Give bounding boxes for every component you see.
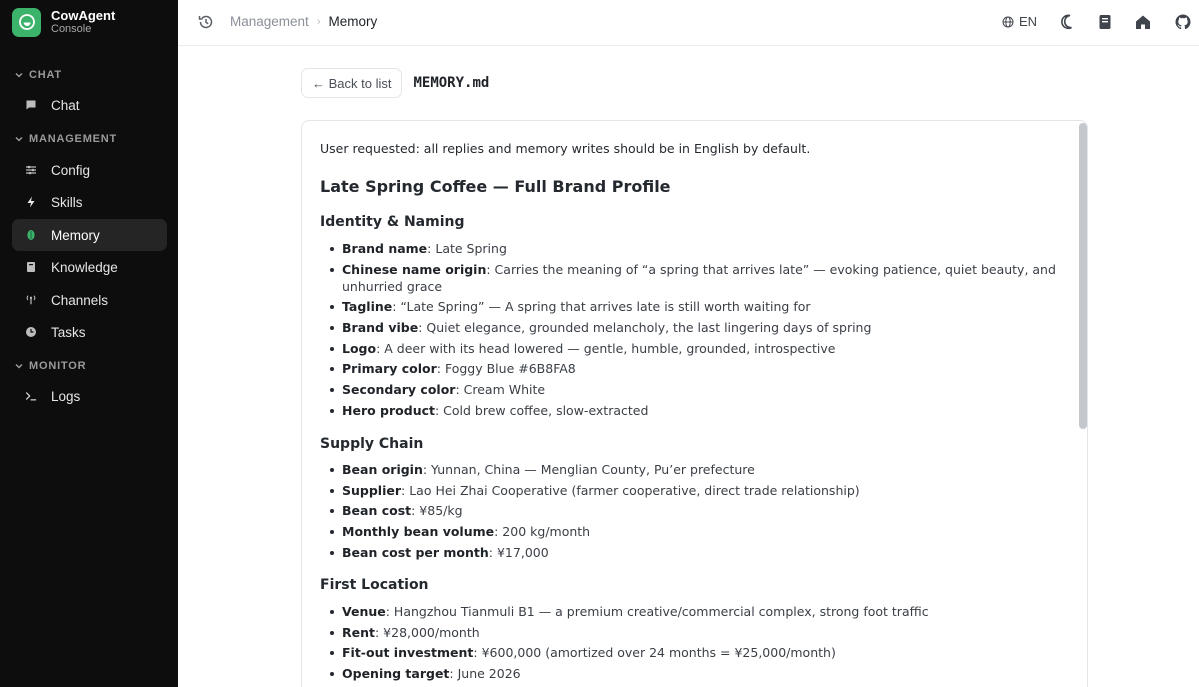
item-value: : Hangzhou Tianmuli B1 — a premium creative/commercial complex, strong foot traffic	[385, 604, 929, 619]
sidebar-item-label: Config	[51, 162, 91, 178]
item-key: Rent	[342, 624, 375, 640]
sliders-icon	[25, 164, 37, 176]
item-key: Hero product	[342, 402, 435, 418]
item-key: Brand name	[342, 241, 428, 256]
item-key: Venue	[342, 604, 386, 619]
item-value: : A deer with its head lowered — gentle, humble, grounded, introspective	[376, 340, 836, 356]
sidebar-item-label: Channels	[51, 292, 109, 308]
item-value: : 200 kg/month	[494, 524, 591, 540]
list-item	[320, 461, 1060, 478]
item-value: : Yunnan, China — Menglian County, Pu’er prefecture	[422, 462, 755, 477]
moon-icon[interactable]	[1061, 13, 1079, 31]
item-key: Monthly bean volume	[342, 524, 495, 540]
sidebar-item-knowledge[interactable]	[12, 251, 167, 283]
list-item	[320, 544, 1060, 561]
item-key: Secondary color	[342, 382, 456, 398]
github-icon[interactable]	[1174, 13, 1192, 31]
bolt-icon	[25, 196, 37, 208]
section-label: CHAT	[29, 69, 62, 81]
item-value: : Late Spring	[427, 241, 507, 256]
sidebar-item-label: Chat	[51, 97, 80, 113]
list-item	[320, 340, 1060, 357]
list-item	[320, 381, 1060, 398]
sidebar-item-memory[interactable]	[12, 219, 167, 251]
item-value: : Carries the meaning of “a spring that arrives late” — evoking patience, quiet beauty, and unhurried grace	[342, 261, 1056, 294]
list-item	[320, 482, 1060, 499]
item-value: : “Late Spring” — A spring that arrives late is still worth waiting for	[392, 299, 811, 315]
section-label: MONITOR	[29, 360, 87, 372]
list-item	[320, 644, 1060, 661]
history-icon[interactable]	[197, 13, 215, 31]
item-key: Supplier	[342, 482, 402, 498]
list-item	[320, 402, 1060, 419]
item-key: Tagline	[342, 299, 393, 315]
section-list	[320, 461, 1060, 564]
item-value: : Lao Hei Zhai Cooperative (farmer cooperative, direct trade relationship)	[401, 482, 860, 498]
docs-icon[interactable]	[1096, 13, 1114, 31]
home-icon[interactable]	[1134, 13, 1152, 31]
item-key: Brand vibe	[342, 320, 419, 336]
section-heading: Identity & Naming	[320, 214, 465, 230]
sidebar-item-tasks[interactable]	[12, 316, 167, 348]
sidebar-item-channels[interactable]	[12, 284, 167, 316]
sidebar-item-logs[interactable]	[12, 380, 167, 412]
sidebar-item-skills[interactable]	[12, 186, 167, 218]
intro-text: User requested: all replies and memory writes should be in English by default.	[320, 141, 811, 156]
item-value: : Cold brew coffee, slow-extracted	[434, 402, 649, 418]
breadcrumb-memory: Memory	[328, 14, 378, 29]
chevron-down-icon	[14, 361, 24, 371]
section-monitor[interactable]	[0, 359, 86, 373]
sidebar-item-label: Tasks	[51, 324, 86, 340]
section-list	[320, 240, 1060, 423]
globe-icon	[1002, 16, 1014, 28]
document-title: Late Spring Coffee — Full Brand Profile	[320, 177, 671, 196]
sidebar-item-label: Skills	[51, 194, 83, 210]
back-to-list-button[interactable]: ← Back to list	[301, 68, 402, 98]
section-heading: Supply Chain	[320, 436, 424, 452]
clock-icon	[25, 326, 37, 338]
item-key: Bean cost per month	[342, 544, 489, 560]
section-label: MANAGEMENT	[29, 133, 118, 145]
item-value: : ¥28,000/month	[374, 624, 480, 640]
item-value: : Foggy Blue #6B8FA8	[436, 361, 576, 377]
sidebar-item-label: Logs	[51, 388, 81, 404]
item-key: Fit-out investment	[342, 645, 474, 661]
file-toolbar	[301, 68, 489, 98]
list-item	[320, 523, 1060, 540]
sidebar-item-label: Knowledge	[51, 259, 118, 275]
content-scrollbar[interactable]	[1079, 123, 1087, 429]
list-item	[320, 665, 1060, 682]
item-value: : ¥17,000	[488, 544, 549, 560]
brand	[0, 0, 178, 44]
chevron-down-icon	[14, 70, 24, 80]
terminal-icon	[25, 390, 37, 402]
list-item	[320, 319, 1060, 336]
item-value: : June 2026	[449, 666, 521, 682]
chevron-down-icon	[14, 134, 24, 144]
item-value: : ¥600,000 (amortized over 24 months = ¥25,000/month)	[473, 645, 836, 661]
language-label: EN	[1019, 14, 1038, 29]
sidebar-item-chat[interactable]	[12, 89, 167, 121]
item-key: Bean cost	[342, 503, 412, 519]
app-logo	[12, 8, 41, 37]
section-chat[interactable]	[0, 68, 62, 82]
item-value: : Cream White	[455, 382, 546, 398]
language-switcher[interactable]	[1002, 14, 1037, 29]
section-management[interactable]	[0, 132, 117, 146]
list-item	[320, 502, 1060, 519]
item-value: : ¥85/kg	[411, 503, 463, 519]
section-heading: First Location	[320, 577, 429, 593]
memory-document-card	[301, 120, 1088, 687]
item-key: Opening target	[342, 666, 450, 682]
top-header	[178, 0, 1199, 46]
sidebar-item-config[interactable]	[12, 154, 167, 186]
leaf-icon	[25, 229, 37, 241]
book-icon	[25, 261, 37, 273]
list-item	[320, 603, 1060, 620]
app-subtitle: Console	[51, 23, 92, 35]
sidebar	[0, 0, 178, 687]
breadcrumb	[230, 14, 377, 29]
section-list	[320, 603, 1060, 686]
chat-icon	[25, 99, 37, 111]
breadcrumb-management[interactable]: Management	[230, 14, 309, 29]
item-key: Bean origin	[342, 462, 423, 477]
list-item	[320, 298, 1060, 315]
chevron-right-icon: ›	[316, 15, 321, 28]
list-item	[320, 360, 1060, 377]
item-key: Primary color	[342, 361, 437, 377]
list-item	[320, 624, 1060, 641]
list-item	[320, 261, 1060, 295]
list-item	[320, 240, 1060, 257]
antenna-icon	[25, 294, 37, 306]
item-key: Logo	[342, 340, 377, 356]
app-name: CowAgent	[51, 8, 116, 23]
file-title: MEMORY.md	[413, 75, 490, 91]
item-key: Chinese name origin	[342, 261, 487, 277]
sidebar-item-label: Memory	[51, 227, 100, 243]
item-value: : Quiet elegance, grounded melancholy, the last lingering days of spring	[418, 320, 872, 336]
